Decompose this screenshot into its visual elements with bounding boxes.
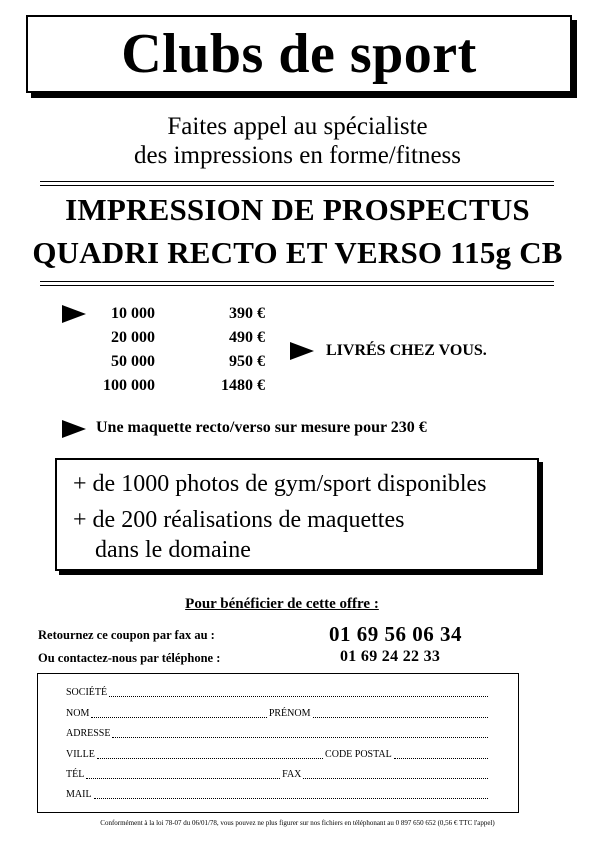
headline-line-1: IMPRESSION DE PROSPECTUS: [65, 192, 530, 227]
societe-field[interactable]: [66, 686, 490, 700]
fax-label: Retournez ce coupon par fax au :: [38, 628, 215, 642]
price-row: [85, 374, 265, 398]
nom-field[interactable]: [91, 707, 266, 718]
arrow-right-icon: [62, 420, 86, 438]
mail-field[interactable]: [66, 788, 490, 802]
photos-line-1: + de 1000 photos de gym/sport disponibles: [73, 471, 487, 497]
field-label: FAX: [282, 769, 302, 780]
field-label: SOCIÉTÉ: [66, 687, 108, 698]
fax-field[interactable]: [303, 768, 488, 779]
field-label: PRÉNOM: [268, 708, 311, 719]
tagline-line-1: Faites appel au spécialiste: [167, 113, 428, 140]
tel-field[interactable]: [86, 768, 280, 779]
field-label: NOM: [66, 708, 90, 719]
fax-number: 01 69 56 06 34: [329, 622, 462, 646]
ville-field[interactable]: [97, 748, 323, 759]
title-box: [26, 15, 572, 93]
price-row: [85, 302, 265, 326]
field-line[interactable]: [109, 686, 488, 697]
price-quantity: 20 000: [111, 329, 155, 346]
legal-footer: Conformément à la loi 78-07 du 06/01/78, vous pouvez ne plus figurer sur nos fichiers en téléphonant au 0 897 650 652 (0,56 € TTC l'appel): [100, 819, 495, 827]
phone-number: 01 69 24 22 33: [340, 648, 441, 665]
arrow-right-icon: [290, 342, 314, 360]
mockup-offer: Une maquette recto/verso sur mesure pour 230 €: [96, 419, 427, 436]
offer-heading: Pour bénéficier de cette offre :: [185, 596, 379, 612]
photos-line-3: dans le domaine: [95, 537, 251, 563]
field-label: VILLE: [66, 749, 95, 760]
field-label: CODE POSTAL: [325, 749, 392, 760]
field-label: ADRESSE: [66, 728, 111, 739]
delivery-text: LIVRÉS CHEZ VOUS.: [326, 342, 487, 359]
photos-box: [55, 458, 539, 571]
price-quantity: 50 000: [111, 353, 155, 370]
arrow-right-icon: [62, 305, 86, 323]
divider: [40, 281, 554, 282]
price-quantity: 10 000: [111, 305, 155, 322]
price-quantity: 100 000: [103, 377, 155, 394]
page-title: Clubs de sport: [121, 23, 477, 85]
divider: [40, 181, 554, 182]
phone-label: Ou contactez-nous par téléphone :: [38, 651, 221, 665]
divider: [40, 185, 554, 186]
price-amount: 1480 €: [221, 377, 265, 394]
code-postal-field[interactable]: [394, 748, 488, 759]
headline-line-2: QUADRI RECTO ET VERSO 115g CB: [32, 235, 563, 270]
coupon-form: [37, 673, 519, 813]
price-amount: 390 €: [229, 305, 265, 322]
price-amount: 950 €: [229, 353, 265, 370]
price-row: [85, 350, 265, 374]
field-label: TÉL: [66, 769, 85, 780]
price-row: [85, 326, 265, 350]
photos-line-2: + de 200 réalisations de maquettes: [73, 507, 405, 533]
divider: [40, 285, 554, 286]
price-amount: 490 €: [229, 329, 265, 346]
tel-row: [66, 768, 490, 782]
tagline-line-2: des impressions en forme/fitness: [133, 142, 462, 169]
field-label: MAIL: [66, 789, 92, 800]
city-row: [66, 748, 490, 762]
field-line[interactable]: [112, 727, 488, 738]
name-row: [66, 707, 490, 721]
adresse-field[interactable]: [66, 727, 490, 741]
field-line[interactable]: [94, 788, 488, 799]
prenom-field[interactable]: [313, 707, 488, 718]
